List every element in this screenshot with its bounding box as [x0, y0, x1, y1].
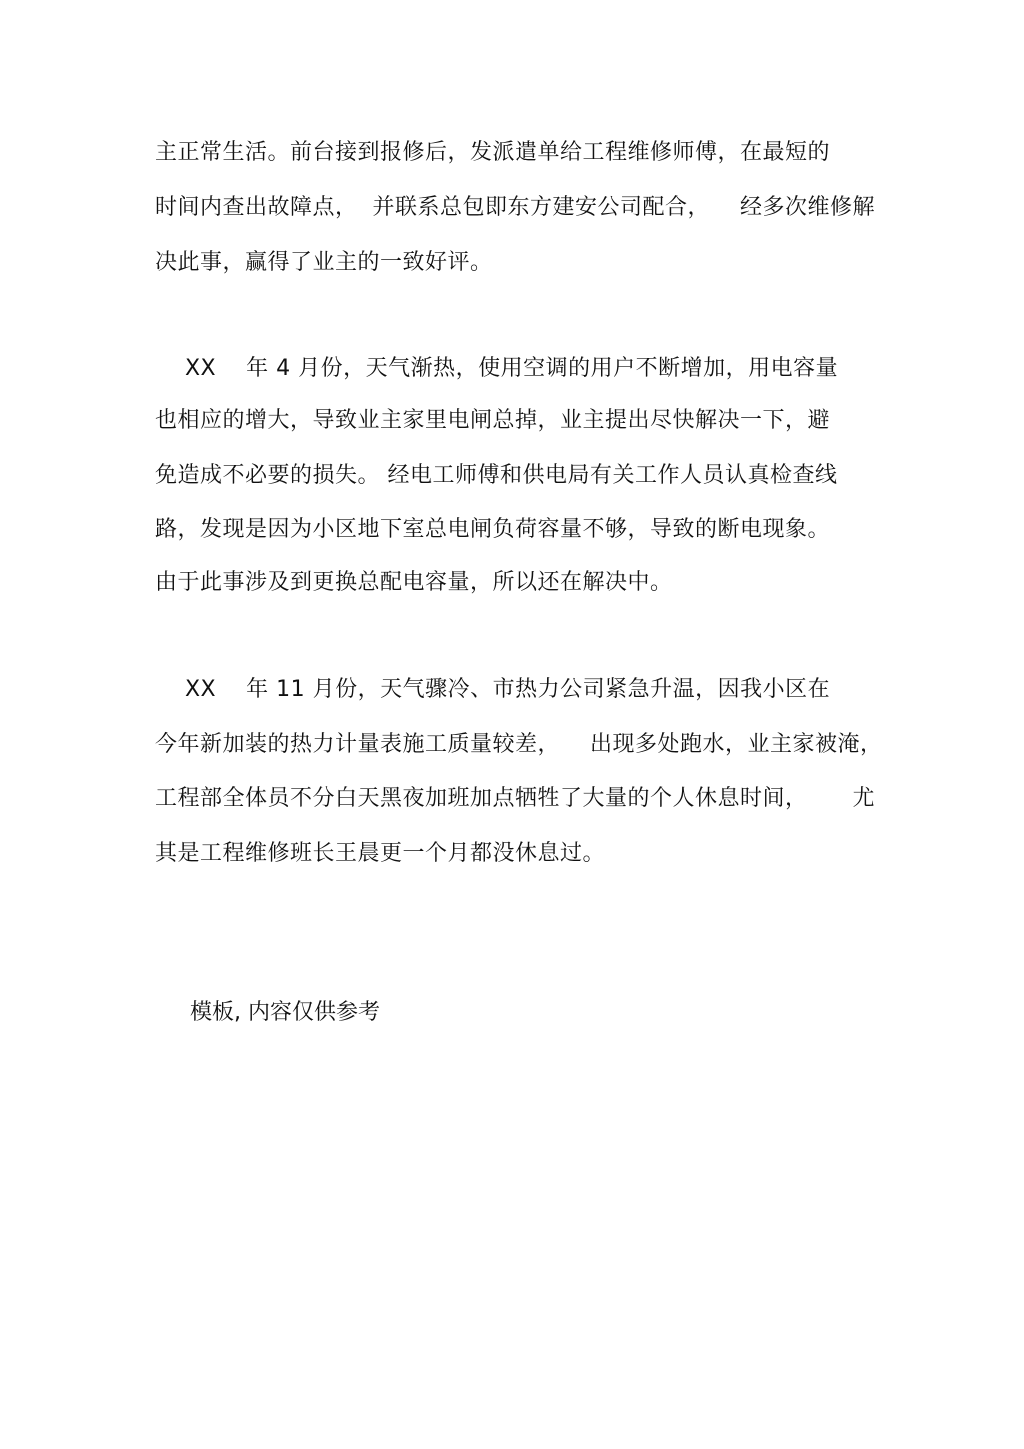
paragraph-2-line-3: 免造成不必要的损失。 经电工师傅和供电局有关工作人员认真检查线	[155, 463, 838, 488]
paragraph-3-line-1: XX 年 11 月份，天气骤冷、市热力公司紧急升温，因我小区在	[155, 677, 831, 702]
paragraph-2-line-2: 也相应的增大，导致业主家里电闸总掉，业主提出尽快解决一下，避	[155, 408, 831, 433]
paragraph-3-line-3: 工程部全体员不分白天黑夜加班加点牺牲了大量的个人休息时间， 尤	[155, 786, 875, 811]
paragraph-2-line-5: 由于此事涉及到更换总配电容量，所以还在解决中。	[155, 570, 673, 595]
paragraph-2-line-4: 路，发现是因为小区地下室总电闸负荷容量不够，导致的断电现象。	[155, 517, 831, 542]
paragraph-2-line-1: XX 年 4 月份，天气渐热，使用空调的用户不断增加，用电容量	[155, 356, 839, 381]
paragraph-1-line-3: 决此事，赢得了业主的一致好评。	[155, 250, 493, 275]
template-note: 模板, 内容仅供参考	[190, 1000, 380, 1025]
paragraph-1-line-2: 时间内查出故障点， 并联系总包即东方建安公司配合， 经多次维修解	[155, 195, 875, 220]
paragraph-3-line-2: 今年新加装的热力计量表施工质量较差， 出现多处跑水，业主家被淹，	[155, 732, 883, 757]
paragraph-1-line-1: 主正常生活。前台接到报修后，发派遣单给工程维修师傅，在最短的	[155, 140, 831, 165]
paragraph-3-line-4: 其是工程维修班长王晨更一个月都没休息过。	[155, 841, 606, 866]
